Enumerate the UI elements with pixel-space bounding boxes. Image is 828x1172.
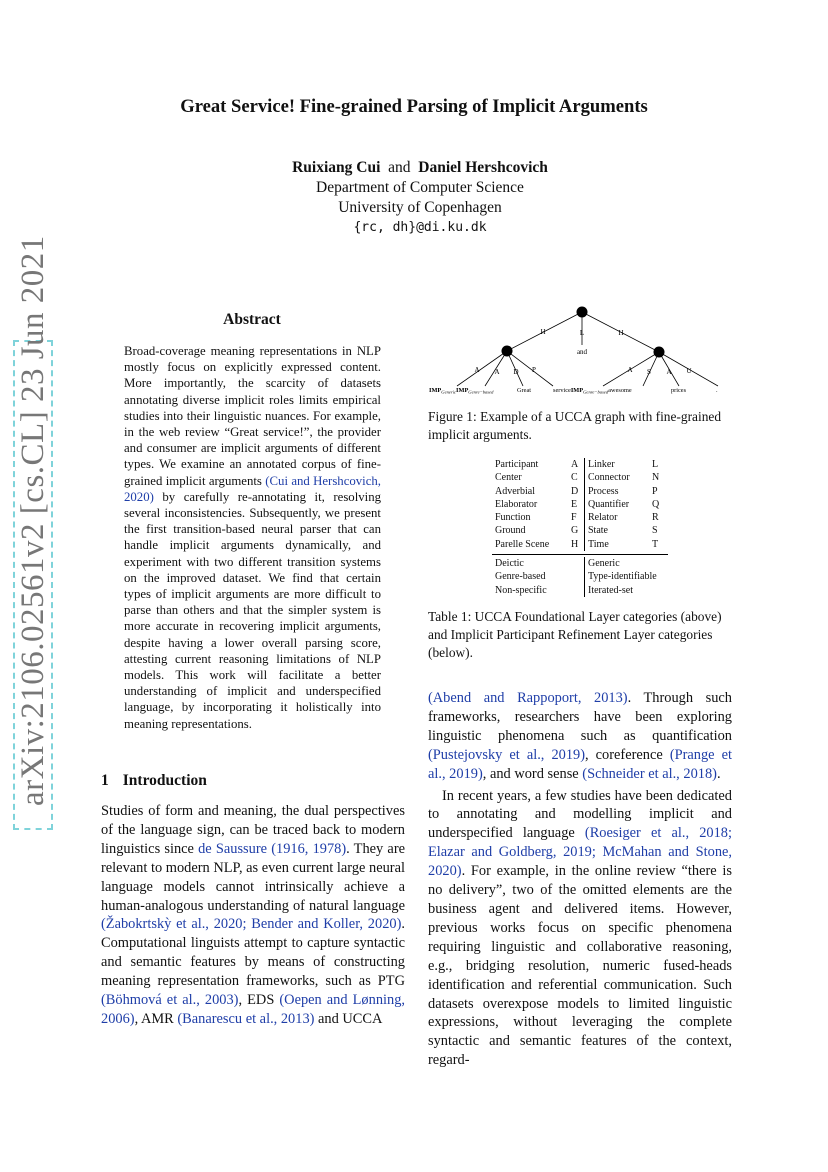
table-cell: P — [652, 485, 658, 497]
edge-label: A — [494, 368, 500, 376]
table-row — [492, 498, 662, 511]
graph-leaf: prices — [671, 387, 687, 394]
table-cell: D — [568, 485, 585, 498]
graph-leaf: serviceIMP$_{Genre-based}$awesome — [553, 387, 632, 395]
edge-label: A — [474, 366, 480, 374]
table-row — [492, 524, 662, 537]
table-cell: Elaborator — [495, 498, 538, 510]
edge-label: H — [540, 328, 546, 336]
edge-label: H — [618, 329, 624, 337]
citation-link[interactable]: (Oepen and Lønning, 2006) — [101, 992, 406, 1027]
citation-link[interactable]: (Pustejovsky et al., 2019) — [428, 746, 586, 763]
graph-leaf: $IMP_{Generic}IMP_{Genre-based}$ — [429, 387, 494, 395]
figure-caption: Figure 1: Example of a UCCA graph with fine-grained implicit arguments. — [428, 409, 722, 442]
table-row — [492, 538, 662, 551]
table-cell: Process — [588, 485, 619, 497]
table-cell: Iterated-set — [588, 584, 633, 596]
table-divider — [492, 554, 668, 555]
abstract-heading: Abstract — [223, 311, 281, 328]
abstract-text — [124, 343, 381, 732]
table-cell: Participant — [495, 459, 539, 470]
affiliation-univ: University of Copenhagen — [338, 199, 502, 216]
table-cell: Adverbial — [495, 485, 535, 497]
table-cell: State — [588, 525, 608, 537]
citation-link[interactable]: de Saussure (1916, 1978) — [198, 840, 347, 857]
section-title: Introduction — [122, 772, 207, 789]
citation-link[interactable]: (Žabokrtskỳ et al., 2020; Bender and Koller, 2020) — [101, 916, 402, 933]
ucca-graph-figure — [425, 300, 735, 405]
intro-text: Studies of form and meaning, the dual perspectives of the language sign, can be traced back to modern linguistics since — [101, 803, 405, 857]
table-row — [492, 570, 660, 583]
ucca-categories-table — [492, 458, 668, 597]
table-cell: Q — [652, 498, 660, 510]
edge-label: P — [532, 366, 536, 374]
table-cell: Generic — [588, 558, 620, 570]
edge-label: S — [647, 368, 651, 376]
graph-scene-node — [654, 347, 665, 358]
edge-label: L — [579, 329, 585, 337]
table-cell: Genre-based — [492, 570, 585, 583]
body-text: , and word sense — [482, 765, 583, 782]
body-text: . Through such frameworks, researchers have been exploring linguistic phenomena such as quantification — [428, 690, 732, 744]
section-heading — [101, 772, 207, 790]
edge-label: U — [686, 367, 692, 375]
table-cell: Time — [588, 538, 609, 550]
author-block — [0, 158, 828, 238]
citation-link[interactable]: (Roesiger et al., 2018; Elazar and Goldberg, 2019; McMahan and Stone, 2020) — [428, 825, 732, 880]
table-cell: Relator — [588, 512, 618, 524]
paper-title: Great Service! Fine-grained Parsing of Implicit Arguments — [180, 96, 648, 117]
table-row — [492, 511, 662, 524]
table-row — [492, 471, 662, 484]
graph-leaf: Great — [517, 387, 531, 394]
table-cell: N — [652, 472, 660, 484]
abstract-part-1: Broad-coverage meaning representations in NLP mostly focus on explicitly expressed content. More importantly, the scarcity of datasets annotating diverse implicit roles limits empirical studies into their linguistic nuances. For example, in the web review “Great service!”, the provider and consumer are implicit arguments of different types. We examine an annotated corpus of fine-grained implicit arguments — [124, 344, 381, 488]
paragraph — [428, 787, 732, 1071]
table-cell: L — [652, 459, 659, 470]
table-cell: Linker — [588, 459, 615, 470]
table-cell: R — [652, 512, 659, 524]
citation-link[interactable]: (Cui and Hershcovich, 2020) — [124, 473, 382, 504]
citation-link[interactable]: (Schneider et al., 2018) — [582, 765, 717, 782]
author-email: {rc, dh}@di.ku.dk — [353, 220, 487, 235]
table-cell: Function — [495, 512, 531, 524]
intro-text: , EDS — [238, 992, 280, 1009]
graph-leaf: . — [716, 387, 718, 394]
table-cell: Type-identifiable — [588, 571, 657, 583]
citation-link[interactable]: (Böhmová et al., 2003) — [101, 992, 239, 1009]
table-cell: A — [568, 458, 585, 471]
citation-link[interactable]: (Banarescu et al., 2013) — [177, 1010, 315, 1027]
edge-label: A — [666, 368, 672, 376]
table-cell: F — [568, 511, 585, 524]
body-text: . For example, in the online review “there is no delivery”, two of the omitted elements are the business agent and delivered items. However, previous works focus on specific phenomena requiring linguistic and collaborative reasoning, e.g., bridging resolution, numeric fused-heads identification and referential communication. Such datasets overexpose models to limited linguistic expressions, without leveraging the complete syntactic and semantic features of the context, regard- — [428, 863, 732, 1069]
arxiv-stamp: arXiv:2106.02561v2 [cs.CL] 23 Jun 2021 — [15, 235, 51, 806]
table-cell: T — [652, 538, 659, 550]
author-names — [0, 158, 828, 178]
intro-paragraph — [101, 802, 405, 1029]
graph-word: and — [576, 348, 588, 356]
table-cell: G — [568, 524, 585, 537]
section-number: 1 — [101, 772, 109, 789]
edge-label: D — [513, 368, 519, 376]
affiliation-dept: Department of Computer Science — [316, 179, 524, 196]
table-caption: Table 1: UCCA Foundational Layer categories (above) and Implicit Participant Refinement Layer categories (below). — [428, 609, 722, 660]
body-text: . — [716, 765, 721, 782]
table-cell: H — [568, 538, 585, 551]
table-cell: E — [568, 498, 585, 511]
citation-link[interactable]: (Prange et al., 2019) — [428, 746, 732, 782]
table-cell: Parelle Scene — [495, 538, 550, 550]
graph-root-node — [577, 307, 588, 318]
table-cell: Ground — [495, 525, 526, 537]
table-cell: Center — [495, 472, 522, 484]
author-1: Ruixiang Cui — [292, 159, 381, 176]
table-cell: Quantifier — [588, 498, 630, 510]
table-row — [492, 584, 660, 597]
author-and: and — [388, 159, 411, 176]
intro-text: and UCCA — [314, 1010, 383, 1027]
abstract-part-2: by carefully re-annotating it, resolving several inconsistencies. Subsequently, we present the first transition-based neural parser that can handle implicit arguments dynamically, and experiment with two different transition systems on the improved dataset. We find that certain types of implicit arguments are more difficult to parse than others and that the simpler system is more accurate in recovering implicit arguments, despite having a lower overall parsing score, attesting current reasoning limitations of NLP models. This work will facilitate a better understanding of implicit and underspecified language, by incorporating it holistically into meaning representations. — [124, 489, 381, 731]
body-text: , coreference — [585, 746, 670, 763]
paragraph — [428, 689, 732, 784]
table-row — [492, 557, 660, 570]
table-cell: Deictic — [492, 557, 585, 570]
intro-text: , AMR — [134, 1010, 178, 1027]
edge-label: A — [627, 366, 633, 374]
intro-text: . They are relevant to modern NLP, as even current large neural language models cannot intrinsically achieve a human-analogous understanding of natural language — [101, 840, 405, 914]
citation-link[interactable]: (Abend and Rappoport, 2013) — [428, 690, 628, 706]
table-bottom — [492, 557, 660, 597]
table-row — [492, 485, 662, 498]
table-cell: C — [568, 471, 585, 484]
body-text: In recent years, a few studies have been dedicated to annotating and modelling implicit and underspecified language — [428, 787, 732, 842]
right-column-text — [428, 689, 732, 1070]
table-cell: Connector — [588, 472, 630, 484]
table-row — [492, 458, 662, 471]
graph-scene-node — [502, 346, 513, 357]
table-cell: Non-specific — [492, 584, 585, 597]
author-2: Daniel Hershcovich — [418, 159, 548, 176]
table-top — [492, 458, 662, 551]
table-cell: S — [652, 525, 658, 537]
intro-text: . Computational linguists attempt to capture syntactic and semantic features by means of constructing meaning representation frameworks, such as PTG — [101, 916, 405, 990]
